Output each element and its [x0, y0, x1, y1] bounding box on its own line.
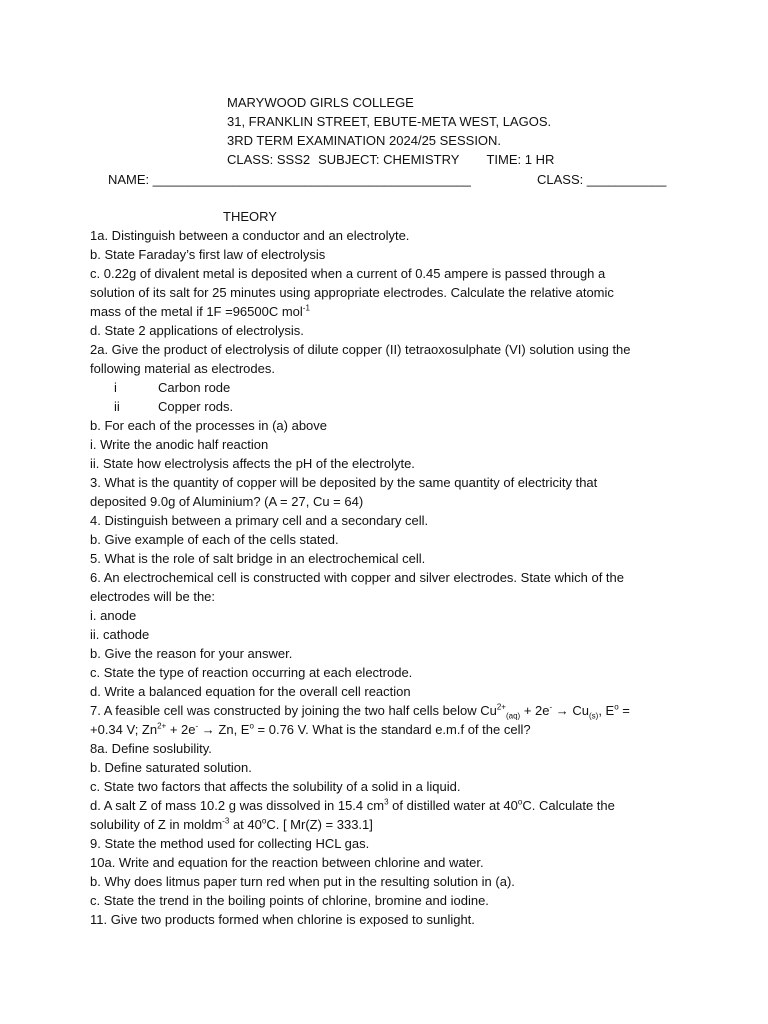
question-4: 4. Distinguish between a primary cell and a secondary cell.	[90, 513, 429, 528]
time-info: TIME: 1 HR	[486, 152, 555, 167]
question-7-line1: 7. A feasible cell was constructed by joining the two half cells below $Cu^{2+}_{(aq)} + 2e^- \to Cu_{(s)}$, $E^o$ =	[90, 702, 630, 721]
question-2a-line1: 2a. Give the product of electrolysis of dilute copper (II) tetraoxosulphate (VI) solution using the	[90, 342, 631, 357]
question-8b: b. Define saturated solution.	[90, 760, 252, 775]
class-info: CLASS: SSS2	[227, 152, 311, 167]
question-8c: c. State two factors that affects the solubility of a solid in a liquid.	[90, 779, 461, 794]
question-2a-subitem: i Carbon rode	[114, 380, 231, 395]
question-6-i: i. anode	[90, 608, 137, 623]
question-6-ii: ii. cathode	[90, 627, 150, 642]
question-1a: 1a. Distinguish between a conductor and an electrolyte.	[90, 228, 410, 243]
name-class-row	[108, 170, 668, 189]
question-1d: d. State 2 applications of electrolysis.	[90, 323, 304, 338]
question-6c: c. State the type of reaction occurring at each electrode.	[90, 665, 413, 680]
class-subject-time	[227, 150, 554, 169]
question-10c: c. State the trend in the boiling points of chlorine, bromine and iodine.	[90, 893, 489, 908]
question-6b: b. Give the reason for your answer.	[90, 646, 293, 661]
class-field: CLASS: ___________	[537, 172, 667, 187]
question-1c-line3: mass of the metal if 1F =96500C mol$^{-1}$	[90, 303, 310, 319]
question-1c-line1: c. 0.22g of divalent metal is deposited when a current of 0.45 ampere is passed through a	[90, 266, 606, 281]
school-address: 31, FRANKLIN STREET, EBUTE-META WEST, LAGOS.	[227, 114, 552, 129]
question-7-line2: +0.34 V; $Zn^{2+} + 2e^- \to Zn$, $E^o = 0.76$ V. What is the standard e.m.f of the cell?	[90, 721, 531, 737]
exam-header	[227, 93, 554, 169]
question-2b-ii: ii. State how electrolysis affects the pH of the electrolyte.	[90, 456, 415, 471]
subject-info: SUBJECT: CHEMISTRY	[318, 152, 460, 167]
school-name: MARYWOOD GIRLS COLLEGE	[227, 95, 414, 110]
question-4b: b. Give example of each of the cells stated.	[90, 532, 339, 547]
question-8d-line1: d. A salt Z of mass 10.2 g was dissolved in 15.4 $cm^3$ of distilled water at 40$^o$C. Calculate the	[90, 797, 615, 813]
question-1c-line2: solution of its salt for 25 minutes using appropriate electrodes. Calculate the relative atomic	[90, 285, 614, 300]
question-6d: d. Write a balanced equation for the overall cell reaction	[90, 684, 411, 699]
question-10a: 10a. Write and equation for the reaction between chlorine and water.	[90, 855, 484, 870]
question-3-line1: 3. What is the quantity of copper will be deposited by the same quantity of electricity that	[90, 475, 598, 490]
question-6-line1: 6. An electrochemical cell is constructed with copper and silver electrodes. State which of the	[90, 570, 624, 585]
question-10b: b. Why does litmus paper turn red when put in the resulting solution in (a).	[90, 874, 515, 889]
question-2a-subitem: ii Copper rods.	[114, 399, 234, 414]
name-field: NAME: ____________________________________________	[108, 172, 471, 187]
question-5: 5. What is the role of salt bridge in an electrochemical cell.	[90, 551, 426, 566]
question-9: 9. State the method used for collecting HCL gas.	[90, 836, 370, 851]
question-1b: b. State Faraday’s first law of electrolysis	[90, 247, 326, 262]
exam-title: 3RD TERM EXAMINATION 2024/25 SESSION.	[227, 133, 502, 148]
question-2b: b. For each of the processes in (a) above	[90, 418, 328, 433]
question-11: 11. Give two products formed when chlorine is exposed to sunlight.	[90, 912, 475, 927]
questions-body	[90, 226, 680, 929]
question-8d-line2: solubility of Z in moldm$^{-3}$ at 40$^o$C. [ Mr(Z) = 333.1]	[90, 816, 373, 832]
question-8a: 8a. Define soslubility.	[90, 741, 212, 756]
question-3-line2: deposited 9.0g of Aluminium? (A = 27, Cu = 64)	[90, 494, 364, 509]
question-2a-line2: following material as electrodes.	[90, 361, 275, 376]
question-6-line2: electrodes will be the:	[90, 589, 216, 604]
section-title: THEORY	[223, 209, 277, 224]
question-2b-i: i. Write the anodic half reaction	[90, 437, 269, 452]
